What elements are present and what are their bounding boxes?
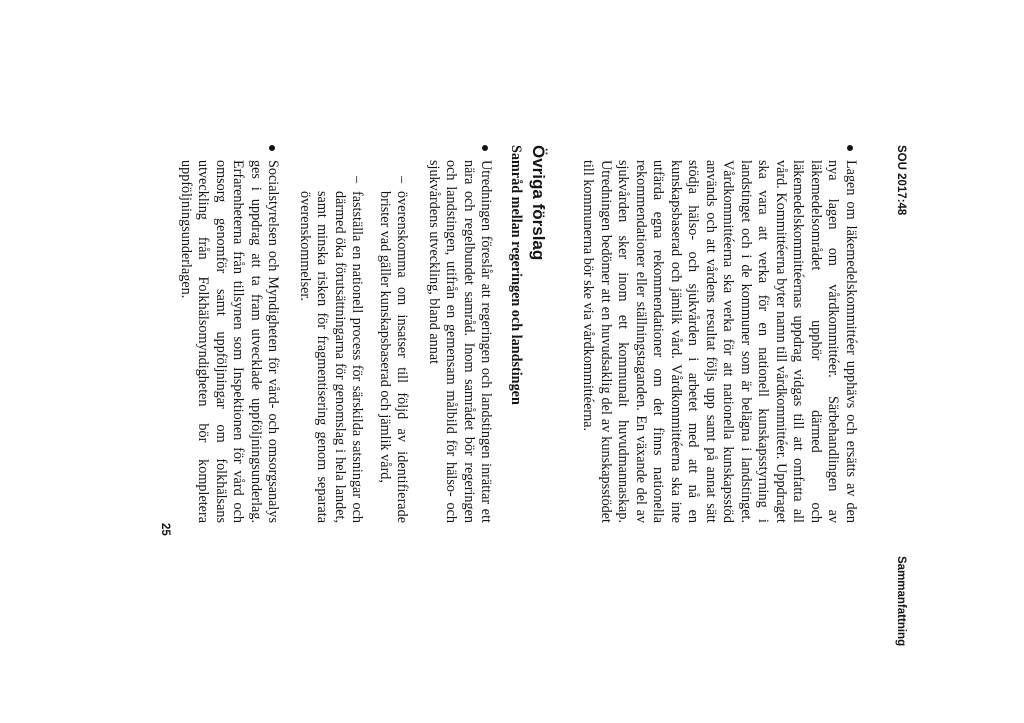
- dash-item: – överenskomma om insatser till följd av identifierade brister vad gäller kunskapsbaserad och jämlik vård,: [376, 160, 411, 523]
- dash-item: – fastställa en nationell process för särskilda satsningar och därmed öka förutsättningarna för genomslag i hela landet, samt minska risken för fragmentisering genom separata överenskommelser.: [296, 160, 366, 523]
- paragraph-samrad: Utredningen föreslår att regeringen och landstingen inrättar ett nära och regelbundet samråd. Inom samrådet bör regeringen och landstingen, utifrån en gemensam målbild för hälso- och sjukvårdens utveckling, bland annat: [426, 160, 495, 523]
- paragraph-vardkommitteer: Lagen om läkemedelskommittéer upphävs och ersätts av den nya lagen om vårdkommittéer. Särbehandlingen av läkemedelsområdet upphör därmed och läkemedelskommittéernas uppdrag vidgas till att omfatta all vård. Kommittéerna byter namn till vårdkommittéer. Uppdraget ska vara att verka för en nationell kunskapsstyrning i landstinget och i de kommuner som är belägna i landstinget. Vårdkommittéerna ska verka för att nationella kunskapsstöd används och att vårdens resultat följs upp samt på annat sätt stödja hälso- och sjukvården i arbetet med att nå en kunskapsbaserad och jämlik vård. Vårdkommittéerna ska inte utfärda egna rekommendationer om det finns nationella rekommendationer eller ställningstaganden. En växande del av sjukvården sker inom ett kommunalt huvudmannaskap. Utredningen bedömer att en huvudsaklig del av kunskapsstödet till kommunerna bör ske via vårdkommittéerna.: [580, 160, 859, 523]
- section-heading: Övriga förslag: [529, 145, 548, 261]
- text-block-upper: [565, 145, 859, 523]
- list-item: [579, 145, 859, 523]
- text-block-lower: [163, 145, 549, 523]
- paragraph-uppfoljning: Socialstyrelsen och Myndigheten för vård- och omsorgsanalys ges i uppdrag att ta fram utvecklade uppföljningsunderlag. Erfarenheterna från tillsynen som Inspektionen för vård och omsorg genomför samt uppföljningar om folkhälsans utveckling från Folkhälsomyndigheten bör kompletera uppföljningsunderlagen.: [178, 160, 282, 523]
- list-item: [177, 145, 282, 523]
- subsection-heading: Samråd mellan regeringen och landstingen: [508, 145, 524, 405]
- list-item: [296, 145, 495, 523]
- page-number: 25: [159, 523, 171, 536]
- running-header-report-id: SOU 2017:48: [895, 145, 907, 216]
- dash-list: [296, 160, 411, 523]
- running-header-section: Sammanfattning: [895, 556, 907, 647]
